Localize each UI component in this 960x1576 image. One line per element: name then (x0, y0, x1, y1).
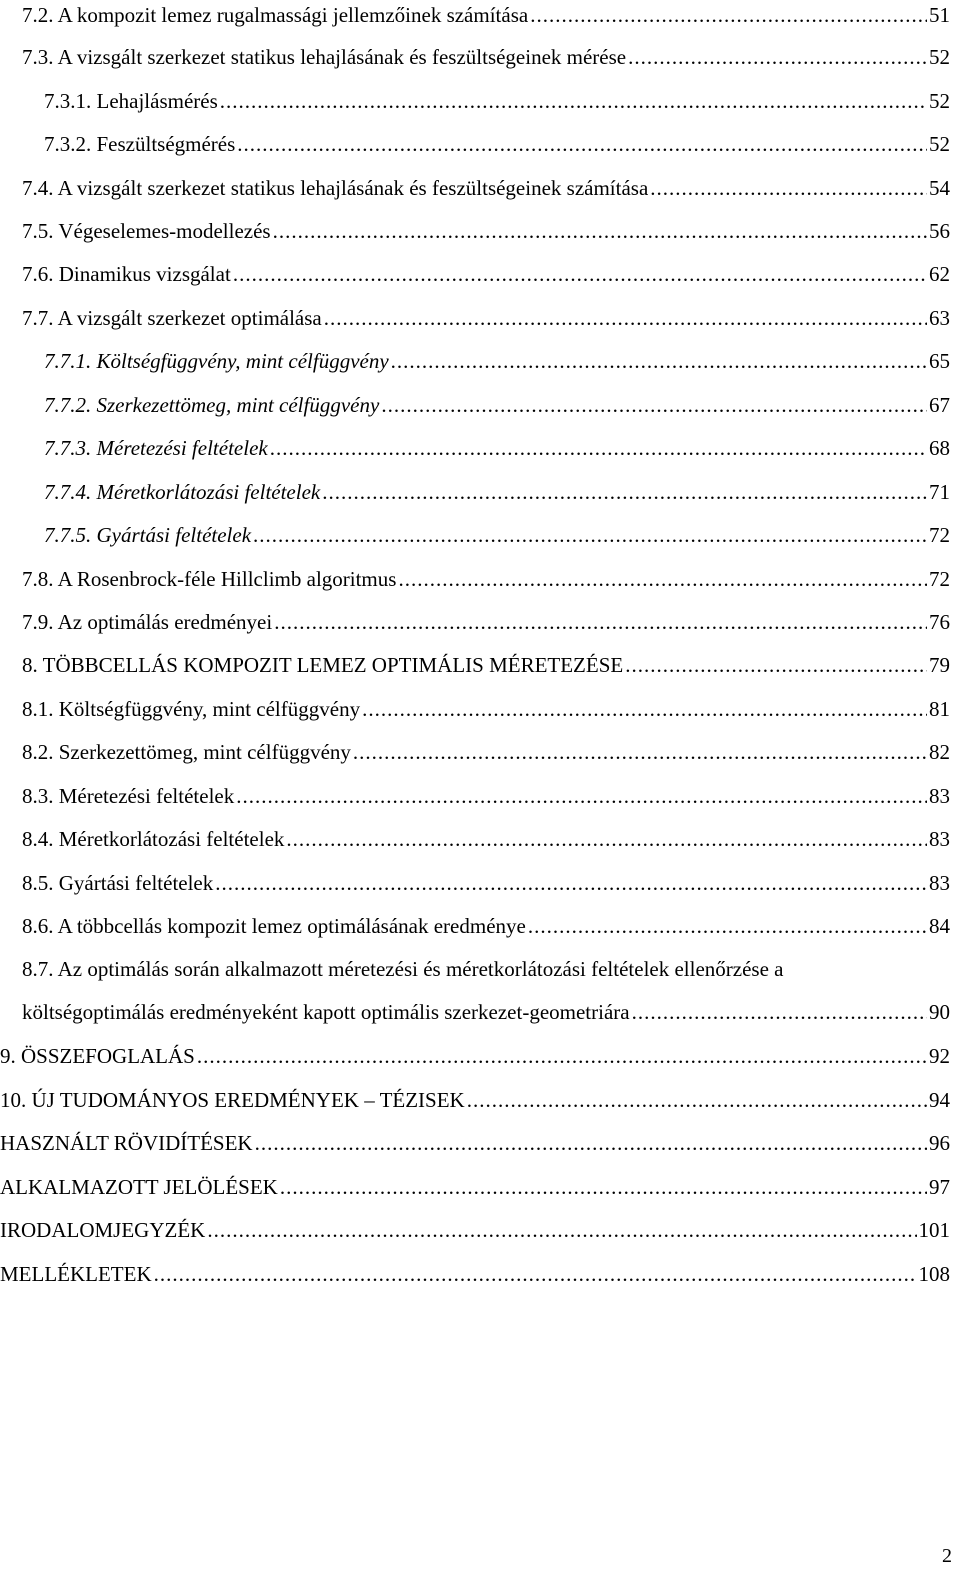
toc-entry-label: ALKALMAZOTT JELÖLÉSEK (0, 1175, 278, 1199)
toc-entry-page: 62 (929, 262, 950, 286)
toc-entry-label: 7.3.2. Feszültségmérés (44, 132, 236, 156)
dot-leader (398, 564, 927, 594)
toc-entry-7-7-2[interactable] (44, 390, 950, 420)
dot-leader (236, 781, 927, 811)
toc-entry-page: 94 (929, 1088, 950, 1112)
toc-entry-label: 10. ÚJ TUDOMÁNYOS EREDMÉNYEK – TÉZISEK (0, 1088, 465, 1112)
dot-leader (632, 997, 927, 1027)
dot-leader (286, 824, 927, 854)
dot-leader (207, 1215, 916, 1245)
toc-entry-label: 7.7.4. Méretkorlátozási feltételek (44, 480, 321, 504)
toc-entry-label: 7.7.2. Szerkezettömeg, mint célfüggvény (44, 393, 380, 417)
toc-entry-page: 52 (929, 89, 950, 113)
dot-leader (233, 259, 927, 289)
toc-entry-label: 7.7. A vizsgált szerkezet optimálása (22, 306, 322, 330)
toc-entry-label: 8.5. Gyártási feltételek (22, 871, 214, 895)
toc-entry-7-8[interactable] (22, 564, 950, 594)
toc-entry-label: 7.4. A vizsgált szerkezet statikus lehajlásának és feszültségeinek számítása (22, 176, 649, 200)
toc-entry-7-7-5[interactable] (44, 520, 950, 550)
toc-entry-8-3[interactable] (22, 781, 950, 811)
toc-entry-8-1[interactable] (22, 694, 950, 724)
toc-entry-page: 83 (929, 784, 950, 808)
toc-entry-label: 7.3.1. Lehajlásmérés (44, 89, 218, 113)
toc-entry-mellekletek[interactable] (0, 1259, 950, 1289)
toc-entry-7-5[interactable] (22, 216, 950, 246)
toc-entry-irodalom[interactable] (0, 1215, 950, 1245)
toc-entry-9[interactable] (0, 1041, 950, 1071)
toc-entry-page: 96 (929, 1131, 950, 1155)
toc-entry-page: 76 (929, 610, 950, 634)
toc-entry-page: 68 (929, 436, 950, 460)
toc-entry-label: MELLÉKLETEK (0, 1262, 152, 1286)
dot-leader (270, 433, 927, 463)
dot-leader (528, 911, 927, 941)
toc-entry-page: 97 (929, 1175, 950, 1199)
toc-entry-label: 7.5. Végeselemes-modellezés (22, 219, 271, 243)
toc-entry-label: 7.6. Dinamikus vizsgálat (22, 262, 231, 286)
dot-leader (255, 1128, 927, 1158)
dot-leader (322, 477, 927, 507)
toc-entry-7-7[interactable] (22, 303, 950, 333)
toc-entry-label: 7.3. A vizsgált szerkezet statikus lehajlásának és feszültségeinek mérése (22, 45, 627, 69)
toc-entry-7-3-2[interactable] (44, 129, 950, 159)
toc-entry-label: IRODALOMJEGYZÉK (0, 1218, 206, 1242)
dot-leader (650, 173, 927, 203)
toc-entry-page: 92 (929, 1044, 950, 1068)
toc-entry-8-4[interactable] (22, 824, 950, 854)
toc-entry-page: 79 (929, 653, 950, 677)
toc-entry-label: 8.4. Méretkorlátozási feltételek (22, 827, 285, 851)
toc-entry-8-6[interactable] (22, 911, 950, 941)
toc-entry-label: 9. ÖSSZEFOGLALÁS (0, 1044, 195, 1068)
toc-entry-page: 71 (929, 480, 950, 504)
toc-entry-rovidites[interactable] (0, 1128, 950, 1158)
toc-entry-label: 7.9. Az optimálás eredményei (22, 610, 273, 634)
toc-entry-label: 7.2. A kompozit lemez rugalmassági jellemzőinek számítása (22, 3, 529, 27)
toc-entry-10[interactable] (0, 1085, 950, 1115)
toc-entry-page: 72 (929, 567, 950, 591)
toc-entry-page: 52 (929, 132, 950, 156)
toc-entry-label: 8.2. Szerkezettömeg, mint célfüggvény (22, 740, 351, 764)
toc-entry-7-3-1[interactable] (44, 86, 950, 116)
toc-entry-7-7-3[interactable] (44, 433, 950, 463)
dot-leader (154, 1259, 917, 1289)
dot-leader (625, 650, 927, 680)
toc-entry-page: 72 (929, 523, 950, 547)
toc-entry-page: 82 (929, 740, 950, 764)
toc-entry-page: 67 (929, 393, 950, 417)
toc-entry-7-6[interactable] (22, 259, 950, 289)
dot-leader (197, 1041, 927, 1071)
toc-entry-page: 65 (929, 349, 950, 373)
toc-entry-7-9[interactable] (22, 607, 950, 637)
toc-entry-page: 54 (929, 176, 950, 200)
dot-leader (353, 737, 927, 767)
toc-entry-label: 7.7.3. Méretezési feltételek (44, 436, 268, 460)
toc-entry-8[interactable] (22, 650, 950, 680)
toc-entry-label-line2: költségoptimálás eredményeként kapott optimális szerkezet-geometriára (22, 1000, 630, 1024)
toc-entry-label-line1: 8.7. Az optimálás során alkalmazott méretezési és méretkorlátozási feltételek ellenőrzése a (22, 957, 784, 981)
toc-entry-label: 7.8. A Rosenbrock-féle Hillclimb algoritmus (22, 567, 397, 591)
toc-entry-8-5[interactable] (22, 868, 950, 898)
dot-leader (280, 1172, 927, 1202)
toc-entry-label: 7.7.5. Gyártási feltételek (44, 523, 252, 547)
dot-leader (274, 607, 927, 637)
toc-entry-page: 52 (929, 45, 950, 69)
toc-entry-jelolesek[interactable] (0, 1172, 950, 1202)
dot-leader (253, 520, 927, 550)
toc-entry-label: 8.3. Méretezési feltételek (22, 784, 235, 808)
toc-entry-7-4[interactable] (22, 173, 950, 203)
dot-leader (467, 1085, 927, 1115)
toc-entry-page: 81 (929, 697, 950, 721)
dot-leader (362, 694, 927, 724)
toc-entry-8-7[interactable] (22, 954, 950, 1027)
dot-leader (324, 303, 927, 333)
toc-entry-8-2[interactable] (22, 737, 950, 767)
toc-entry-page: 101 (918, 1218, 950, 1242)
toc-entry-label: 7.7.1. Költségfüggvény, mint célfüggvény (44, 349, 389, 373)
dot-leader (381, 390, 927, 420)
toc-entry-page: 83 (929, 827, 950, 851)
dot-leader (273, 216, 927, 246)
dot-leader (215, 868, 927, 898)
toc-entry-label: HASZNÁLT RÖVIDÍTÉSEK (0, 1131, 253, 1155)
toc-entry-page: 51 (929, 3, 950, 27)
toc-entry-page: 90 (929, 1000, 950, 1024)
dot-leader (628, 42, 927, 72)
page-number: 2 (942, 1545, 952, 1567)
toc-entry-7-7-4[interactable] (44, 477, 950, 507)
toc-entry-label: 8.1. Költségfüggvény, mint célfüggvény (22, 697, 361, 721)
toc-entry-7-2[interactable] (22, 0, 950, 30)
dot-leader (237, 129, 927, 159)
dot-leader (220, 86, 927, 116)
toc-entry-label: 8.6. A többcellás kompozit lemez optimálásának eredménye (22, 914, 526, 938)
toc-entry-page: 83 (929, 871, 950, 895)
toc-entry-7-7-1[interactable] (44, 346, 950, 376)
toc-entry-7-3[interactable] (22, 42, 950, 72)
toc-entry-label: 8. TÖBBCELLÁS KOMPOZIT LEMEZ OPTIMÁLIS MÉRETEZÉSE (22, 653, 624, 677)
dot-leader (391, 346, 927, 376)
dot-leader (530, 0, 927, 30)
toc-entry-page: 108 (918, 1262, 950, 1286)
toc-entry-page: 63 (929, 306, 950, 330)
toc-entry-page: 84 (929, 914, 950, 938)
toc-entry-page: 56 (929, 219, 950, 243)
